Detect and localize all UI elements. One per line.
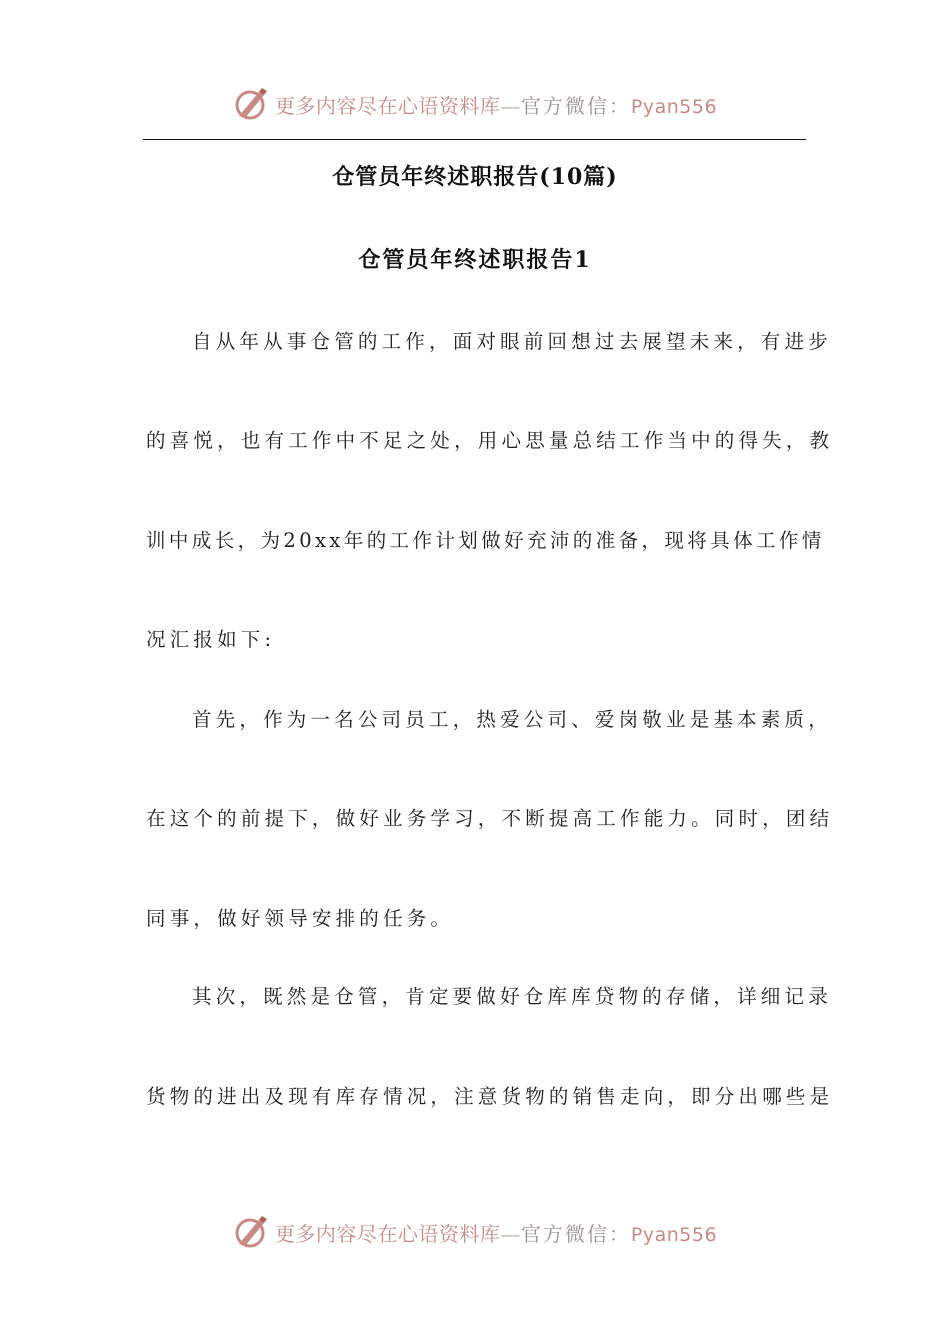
- pen-logo-icon: [233, 86, 269, 122]
- body-line: 况汇报如下:: [146, 628, 276, 651]
- watermark-text: 更多内容尽在心语资料库—官方微信：Pyan556: [274, 1221, 718, 1246]
- header-divider: [143, 139, 806, 140]
- header-watermark: [0, 84, 950, 124]
- body-line: 其次，既然是仓管，肯定要做好仓库库贷物的存储，详细记录: [192, 985, 832, 1008]
- watermark-text: 更多内容尽在心语资料库—官方微信：Pyan556: [274, 93, 718, 118]
- body-line: 在这个的前提下，做好业务学习，不断提高工作能力。同时，团结: [146, 807, 834, 830]
- pen-logo-icon: [233, 1214, 269, 1250]
- footer-watermark: [0, 1212, 950, 1252]
- body-line: 自从年从事仓管的工作，面对眼前回想过去展望未来，有进步: [192, 330, 832, 353]
- document-title: 仓管员年终述职报告(10篇): [332, 164, 618, 190]
- body-line: 货物的进出及现有库存情况，注意货物的销售走向，即分出哪些是: [146, 1085, 834, 1108]
- body-line: 首先，作为一名公司员工，热爱公司、爱岗敬业是基本素质，: [192, 708, 832, 731]
- section-title: 仓管员年终述职报告1: [358, 247, 592, 273]
- body-line: 训中成长，为20xx年的工作计划做好充沛的准备，现将具体工作情: [146, 529, 825, 552]
- body-line: 同事，做好领导安排的任务。: [146, 907, 455, 930]
- body-line: 的喜悦，也有工作中不足之处，用心思量总结工作当中的得失，教: [146, 429, 834, 452]
